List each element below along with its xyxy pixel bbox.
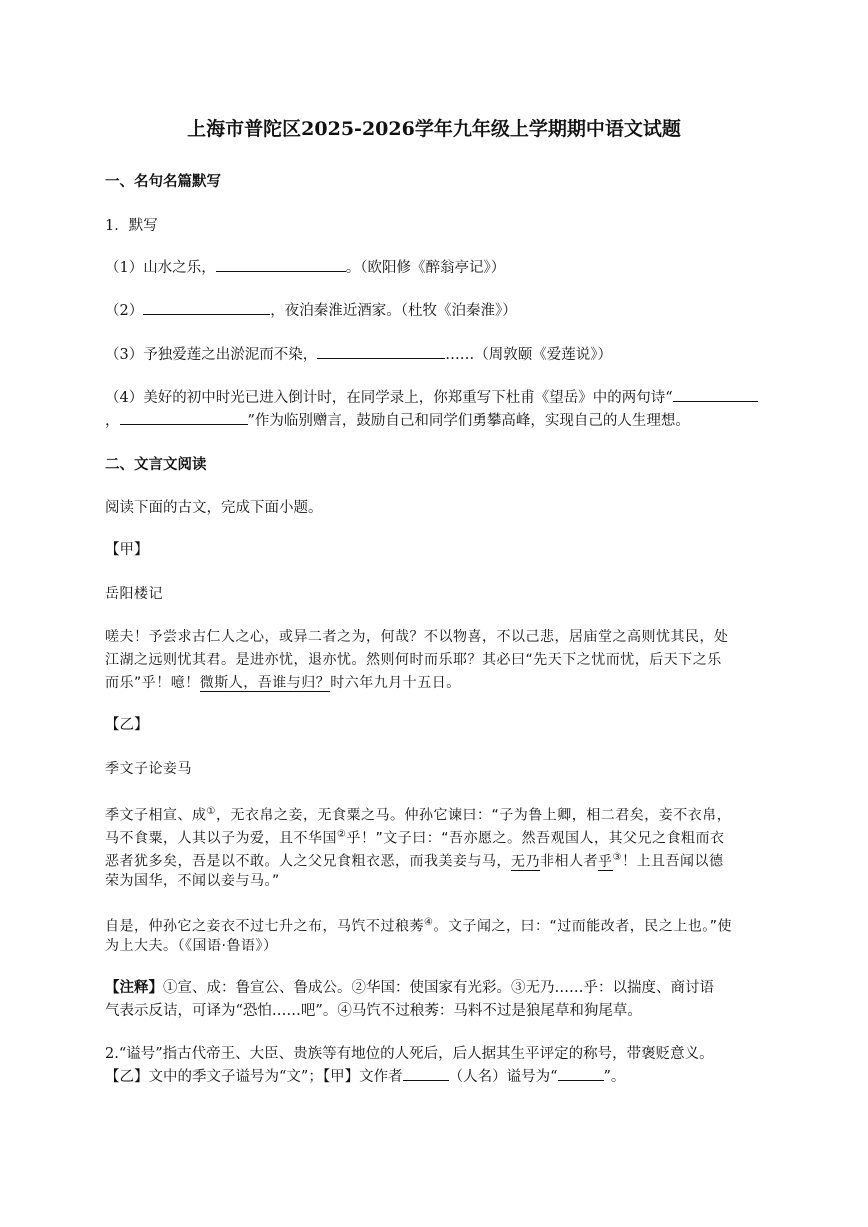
answer-blank[interactable] — [216, 257, 346, 272]
question-text: （人名）谥号为“ — [448, 1069, 558, 1085]
passage-b-line — [105, 847, 723, 873]
item-text: （4）美好的初中时光已进入倒计时，在同学录上，你郑重写下杜甫《望岳》中的两句诗“ — [105, 390, 673, 406]
answer-blank[interactable] — [143, 300, 270, 315]
passage-text: ，无衣帛之妾，无食粟之马。仲孙它谏曰：“子为鲁上卿，相二君矣，妾不衣帛， — [215, 807, 732, 824]
question-1-item-4-line-2 — [105, 410, 690, 432]
reading-intro: 阅读下面的古文，完成下面小题。 — [105, 500, 323, 516]
passage-text: 而乐”乎！噫！ — [105, 675, 200, 691]
page-title: 上海市普陀区2025-2026学年九年级上学期期中语文试题 — [187, 118, 681, 140]
item-text: 。（欧阳修《醉翁亭记》） — [345, 260, 506, 276]
notes-line — [105, 977, 714, 999]
item-text: （2） — [105, 303, 144, 319]
question-1-item-2 — [105, 300, 517, 322]
passage-a-line: 江湖之远则忧其君。是进亦忧，退亦忧。然则何时而乐耶？其必曰“先天下之忧而忧，后天下之乐 — [105, 652, 722, 668]
item-text: （1）山水之乐， — [105, 260, 216, 276]
item-text: ，夜泊秦淮近酒家。（杜牧《泊秦淮》） — [270, 303, 517, 319]
answer-blank[interactable] — [558, 1066, 604, 1081]
answer-blank[interactable] — [673, 387, 758, 402]
passage-b-label: 【乙】 — [105, 717, 149, 733]
passage-a-label: 【甲】 — [105, 542, 149, 558]
footnote-mark: ② — [337, 829, 347, 840]
item-text: ， — [105, 413, 120, 429]
passage-text: 恶者犹多矣，吾是以不敢。人之父兄食粗衣恶，而我美妾与马， — [105, 853, 511, 870]
answer-blank[interactable] — [403, 1066, 449, 1081]
passage-b-line — [105, 824, 724, 850]
question-1-label: 1．默写 — [105, 218, 158, 234]
answer-blank[interactable] — [120, 410, 248, 425]
footnote-mark: ③ — [612, 852, 622, 863]
passage-b-line: 荣为国华，不闻以妾与马。” — [105, 873, 280, 889]
passage-text: 时六年九月十五日。 — [330, 675, 461, 691]
question-text: ”。 — [603, 1069, 626, 1085]
question-2-line-2 — [105, 1066, 625, 1088]
item-text: （3）予独爱莲之出淤泥而不染， — [105, 347, 318, 363]
underlined-word: 无乃 — [511, 853, 540, 870]
notes-label: 【注释】 — [105, 979, 163, 996]
answer-blank[interactable] — [317, 344, 445, 359]
passage-b-line — [105, 801, 731, 827]
question-text: 【乙】文中的季文子谥号为“文”；【甲】文作者 — [105, 1069, 403, 1085]
passage-text: 季文子相宣、成 — [105, 807, 207, 824]
passage-a-title: 岳阳楼记 — [105, 586, 163, 602]
passage-b-line: 为上大夫。（《国语·鲁语》） — [105, 938, 278, 954]
passage-text: ！上且吾闻以德 — [621, 853, 724, 870]
notes-line: 气表示反诘，可译为“恐怕……吧”。④马饩不过稂莠：马料不过是狼尾草和狗尾草。 — [105, 1003, 642, 1019]
passage-text: 马不食粟，人其以子为爱，且不华国 — [105, 830, 337, 847]
passage-b-title: 季文子论妾马 — [105, 761, 192, 777]
passage-text: 。文子闻之，曰：“过而能改者，民之上也。”使 — [433, 918, 732, 935]
footnote-mark: ① — [206, 806, 216, 817]
item-text: ……（周敦颐《爱莲说》） — [445, 347, 612, 363]
question-2-line-1: 2.“谥号”指古代帝王、大臣、贵族等有地位的人死后，后人据其生平评定的称号，带褒贬意义。 — [105, 1046, 714, 1062]
item-text: ”作为临别赠言，鼓励自己和同学们勇攀高峰，实现自己的人生理想。 — [247, 413, 690, 429]
passage-b-line — [105, 912, 732, 938]
notes-text: ①宣、成：鲁宣公、鲁成公。②华国：使国家有光彩。③无乃……乎：以揣度、商讨语 — [163, 980, 714, 996]
passage-text: 乎！”文子曰：“吾亦愿之。然吾观国人，其父兄之食粗而衣 — [346, 830, 725, 847]
question-1-item-4-line-1 — [105, 387, 758, 409]
passage-a-line: 嗟夫！予尝求古仁人之心，或异二者之为，何哉？不以物喜，不以己悲，居庙堂之高则忧其民，处 — [105, 629, 729, 645]
passage-a-line — [105, 672, 461, 694]
section-heading-recitation: 一、名句名篇默写 — [105, 173, 221, 190]
passage-text: 非相人者 — [540, 853, 598, 870]
footnote-mark: ④ — [424, 917, 434, 928]
question-1-item-1 — [105, 257, 505, 279]
question-1-item-3 — [105, 344, 612, 366]
underlined-word: 乎 — [598, 853, 613, 870]
passage-text: 自是，仲孙它之妾衣不过七升之布，马饩不过稂莠 — [105, 918, 424, 935]
section-heading-classical: 二、文言文阅读 — [105, 456, 207, 473]
underlined-sentence: 微斯人，吾谁与归？ — [199, 675, 331, 691]
